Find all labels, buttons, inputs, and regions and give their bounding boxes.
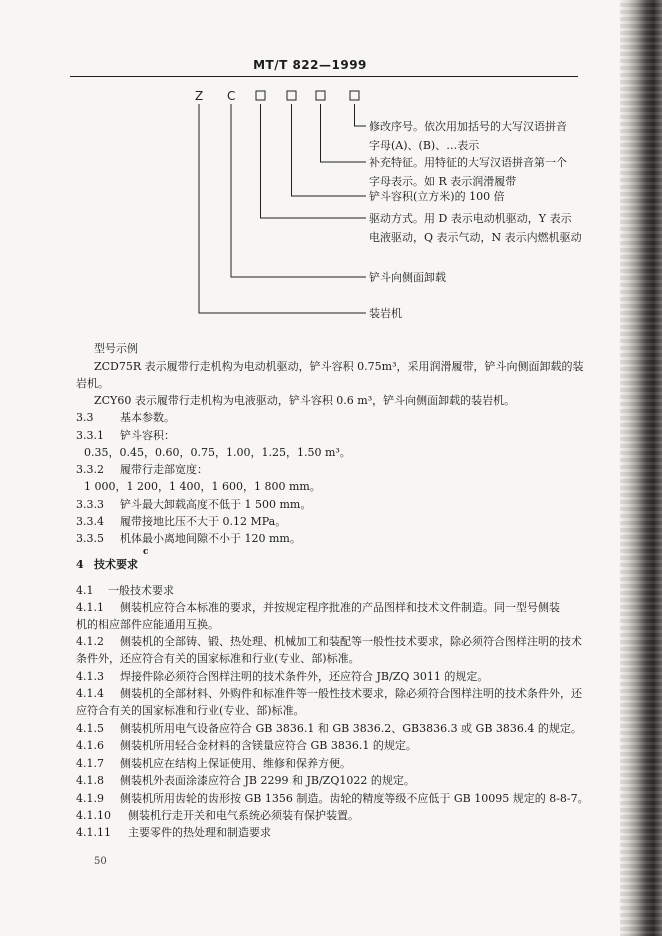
code-box-revision bbox=[350, 91, 359, 100]
clause-3-3-2 bbox=[76, 462, 208, 477]
label-feature-line2: 字母表示。如 R 表示润滑履带 bbox=[369, 175, 517, 188]
label-volume: 铲斗容积(立方米)的 100 倍 bbox=[369, 190, 505, 203]
label-drive-line2: 电液驱动，Q 表示气动，N 表示内燃机驱动 bbox=[369, 231, 582, 244]
clause-4-1-11 bbox=[76, 825, 271, 840]
clause-text: 侧装机外表面涂漆应符合 JB 2299 和 JB/ZQ1022 的规定。 bbox=[120, 774, 415, 787]
clause-text: 铲斗容积： bbox=[120, 429, 175, 442]
clause-number: 3.3.2 bbox=[76, 463, 104, 476]
clause-text: 焊接件除必须符合图样注明的技术条件外，还应符合 JB/ZQ 3011 的规定。 bbox=[120, 670, 489, 683]
bucket-volume-values: 0.35，0.45，0.60，0.75，1.00，1.25，1.50 m³。 bbox=[84, 446, 351, 459]
code-letter-c: C bbox=[227, 89, 236, 103]
section-number: 4 bbox=[76, 558, 84, 571]
clause-text: 履带接地比压不大于 0.12 MPa。 bbox=[120, 515, 287, 528]
code-box-drive bbox=[256, 91, 265, 100]
clause-3-3 bbox=[76, 410, 175, 425]
track-width-values: 1 000，1 200，1 400，1 600，1 800 mm。 bbox=[84, 480, 321, 493]
clause-text: 侧装机行走开关和电气系统必须装有保护装置。 bbox=[128, 809, 359, 822]
clause-text: 侧装机的全部材料、外购件和标准件等一般性技术要求，除必须符合图样注明的技术条件外，还 bbox=[120, 687, 582, 700]
clause-text: 侧装机应符合本标准的要求，并按规定程序批准的产品图样和技术文件制造。同一型号侧装 bbox=[120, 601, 560, 614]
clause-number: 4.1.8 bbox=[76, 774, 104, 787]
clause-4-1-4-line2: 应符合有关的国家标准和行业(专业、部)标准。 bbox=[76, 704, 305, 717]
code-letter-z: Z bbox=[195, 89, 204, 103]
clause-4-1-2-line1 bbox=[76, 634, 582, 649]
example-heading: 型号示例 bbox=[94, 342, 138, 355]
clause-number: 4.1.6 bbox=[76, 739, 104, 752]
clause-text: 侧装机的全部铸、锻、热处理、机械加工和装配等一般性技术要求，除必须符合图样注明的技术 bbox=[120, 635, 582, 648]
clause-text: 侧装机应在结构上保证使用、维修和保养方便。 bbox=[120, 757, 351, 770]
clause-4-1-4-line1 bbox=[76, 686, 582, 701]
clause-3-3-1 bbox=[76, 428, 175, 443]
clause-number: 4.1.3 bbox=[76, 670, 104, 683]
clause-number: 3.3.4 bbox=[76, 515, 104, 528]
section-title: 技术要求 bbox=[94, 558, 138, 571]
clause-number: 4.1.7 bbox=[76, 757, 104, 770]
clause-4-1-9 bbox=[76, 791, 589, 806]
label-feature-line1: 补充特征。用特征的大写汉语拼音第一个 bbox=[369, 156, 567, 169]
clause-3-3-5 bbox=[76, 531, 301, 546]
clause-3-3-4 bbox=[76, 514, 286, 529]
clause-4-1-2-line2: 条件外，还应符合有关的国家标准和行业(专业、部)标准。 bbox=[76, 652, 360, 665]
code-box-feature bbox=[316, 91, 325, 100]
leader-revision bbox=[355, 104, 367, 126]
label-revision-line1: 修改序号。依次用加括号的大写汉语拼音 bbox=[369, 120, 567, 133]
clause-number: 4.1.2 bbox=[76, 635, 104, 648]
section-number: 4.1 bbox=[76, 584, 94, 597]
clause-4-1-7 bbox=[76, 756, 351, 771]
clause-number: 3.3.5 bbox=[76, 532, 104, 545]
clause-number: 3.3 bbox=[76, 411, 94, 424]
leader-feature bbox=[321, 104, 367, 162]
clause-4-1-1-line2: 机的相应部件应能通用互换。 bbox=[76, 618, 219, 631]
code-box-volume bbox=[287, 91, 296, 100]
section-4-1-heading bbox=[76, 583, 174, 598]
leader-side-dump bbox=[231, 104, 366, 277]
example-paragraph1-line2: 岩机。 bbox=[76, 377, 109, 390]
clause-4-1-6 bbox=[76, 738, 417, 753]
clause-text: 侧装机所用电气设备应符合 GB 3836.1 和 GB 3836.2、GB3836.3 或 GB 3836.4 的规定。 bbox=[120, 722, 582, 735]
clause-text: 基本参数。 bbox=[120, 411, 175, 424]
section-4-heading bbox=[76, 557, 138, 572]
label-revision-line2: 字母(A)、(B)、…表示 bbox=[369, 139, 480, 152]
leader-loader bbox=[199, 104, 366, 313]
clause-number: 4.1.9 bbox=[76, 792, 104, 805]
label-drive-line1: 驱动方式。用 D 表示电动机驱动，Y 表示 bbox=[369, 212, 572, 225]
clause-number: 3.3.1 bbox=[76, 429, 104, 442]
clause-text: 铲斗最大卸载高度不低于 1 500 mm。 bbox=[120, 498, 312, 511]
scan-speck: c bbox=[143, 547, 149, 557]
clause-text: 履带行走部宽度： bbox=[120, 463, 208, 476]
clause-number: 4.1.10 bbox=[76, 809, 111, 822]
leader-drive bbox=[261, 104, 367, 218]
clause-number: 4.1.1 bbox=[76, 601, 104, 614]
clause-number: 4.1.11 bbox=[76, 826, 111, 839]
clause-number: 4.1.5 bbox=[76, 722, 104, 735]
clause-number: 4.1.4 bbox=[76, 687, 104, 700]
clause-4-1-3 bbox=[76, 669, 488, 684]
label-side-dump: 铲斗向侧面卸载 bbox=[369, 271, 446, 284]
clause-number: 3.3.3 bbox=[76, 498, 104, 511]
clause-text: 主要零件的热处理和制造要求 bbox=[128, 826, 271, 839]
clause-4-1-8 bbox=[76, 773, 415, 788]
clause-3-3-3 bbox=[76, 497, 311, 512]
section-title: 一般技术要求 bbox=[108, 584, 174, 597]
example-paragraph1-line1: ZCD75R 表示履带行走机构为电动机驱动，铲斗容积 0.75m³，采用润滑履带，铲斗向侧面卸载的装 bbox=[94, 360, 584, 373]
clause-4-1-10 bbox=[76, 808, 359, 823]
label-loader: 装岩机 bbox=[369, 307, 402, 320]
clause-text: 侧装机所用轻合金材料的含镁量应符合 GB 3836.1 的规定。 bbox=[120, 739, 417, 752]
standard-number-header: MT/T 822—1999 bbox=[253, 58, 367, 72]
clause-4-1-1-line1 bbox=[76, 600, 560, 615]
clause-text: 侧装机所用齿轮的齿形按 GB 1356 制造。齿轮的精度等级不应低于 GB 10095 规定的 8-8-7。 bbox=[120, 792, 589, 805]
clause-text: 机体最小离地间隙不小于 120 mm。 bbox=[120, 532, 301, 545]
page-number: 50 bbox=[94, 856, 107, 867]
clause-4-1-5 bbox=[76, 721, 582, 736]
example-paragraph2: ZCY60 表示履带行走机构为电液驱动，铲斗容积 0.6 m³，铲斗向侧面卸载的装岩机。 bbox=[94, 394, 516, 407]
